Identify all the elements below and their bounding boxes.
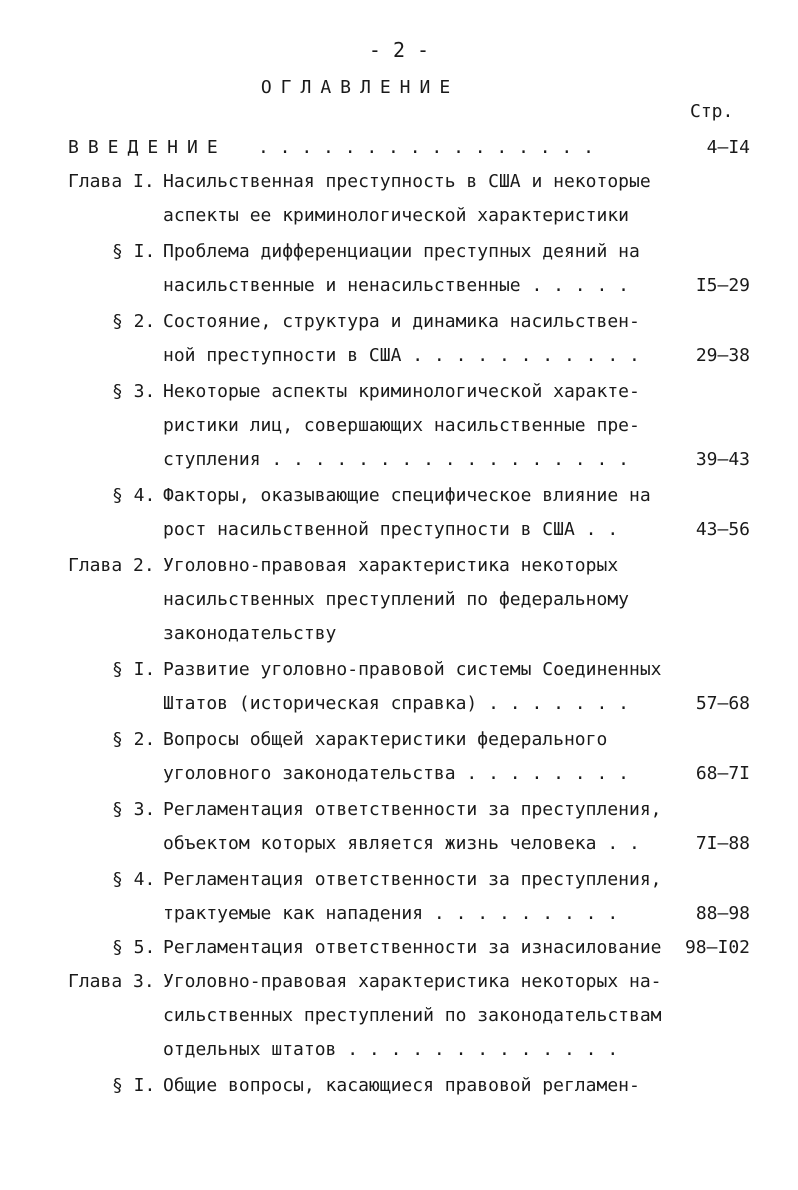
toc-ch1-sec3-title-cont1: ристики лиц, совершающих насильственные пре-	[163, 415, 640, 436]
toc-ch3-sec1-marker: § I.	[112, 1075, 156, 1096]
toc-ch2-sec2-title: Вопросы общей характеристики федерального	[163, 729, 608, 750]
toc-chapter-2-title-cont1: насильственных преступлений по федеральному	[163, 589, 629, 610]
toc-ch2-sec3-pages: 7I–88	[695, 833, 750, 854]
toc-ch2-sec1-title: Развитие уголовно-правовой системы Соединенных	[163, 659, 662, 680]
toc-ch1-sec2-marker: § 2.	[112, 311, 156, 332]
toc-ch2-sec3-marker: § 3.	[112, 799, 156, 820]
toc-ch1-sec4-title-cont: рост насильственной преступности в США . .	[163, 519, 619, 540]
toc-ch1-sec2-pages: 29–38	[695, 345, 750, 366]
toc-ch1-sec1-title: Проблема дифференциации преступных деяний на	[163, 241, 640, 262]
toc-ch2-sec5-pages: 98–I02	[684, 937, 750, 958]
toc-ch2-sec4-title: Регламентация ответственности за преступления,	[163, 869, 662, 890]
toc-ch1-sec3-title-cont2: ступления . . . . . . . . . . . . . . . . .	[163, 449, 629, 470]
toc-ch2-sec3-title: Регламентация ответственности за преступления,	[163, 799, 662, 820]
toc-ch2-sec4-pages: 88–98	[695, 903, 750, 924]
toc-chapter-2-marker: Глава 2.	[68, 555, 155, 576]
toc-ch1-sec3-marker: § 3.	[112, 381, 156, 402]
toc-ch1-sec2-title: Состояние, структура и динамика насильствен-	[163, 311, 640, 332]
page-number: - 2 -	[368, 38, 430, 62]
toc-chapter-1-marker: Глава I.	[68, 171, 155, 192]
toc-intro-leader: . . . . . . . . . . . . . . . .	[258, 137, 594, 158]
toc-ch2-sec5-title: Регламентация ответственности за изнасилование	[163, 937, 662, 958]
toc-ch1-sec3-pages: 39–43	[695, 449, 750, 470]
toc-ch1-sec1-pages: I5–29	[695, 275, 750, 296]
toc-ch1-sec1-marker: § I.	[112, 241, 156, 262]
toc-ch2-sec1-marker: § I.	[112, 659, 156, 680]
toc-ch2-sec1-title-cont: Штатов (историческая справка) . . . . . . .	[163, 693, 629, 714]
toc-ch2-sec4-title-cont: трактуемые как нападения . . . . . . . . .	[163, 903, 619, 924]
toc-chapter-3-title-cont1: сильственных преступлений по законодательствам	[163, 1005, 662, 1026]
toc-ch2-sec1-pages: 57–68	[695, 693, 750, 714]
toc-ch1-sec3-title: Некоторые аспекты криминологической характе-	[163, 381, 640, 402]
toc-ch1-sec2-title-cont: ной преступности в США . . . . . . . . . . .	[163, 345, 640, 366]
toc-ch1-sec4-pages: 43–56	[695, 519, 750, 540]
toc-ch1-sec4-marker: § 4.	[112, 485, 156, 506]
toc-chapter-1-title-cont: аспекты ее криминологической характеристики	[163, 205, 629, 226]
toc-ch2-sec2-title-cont: уголовного законодательства . . . . . . . .	[163, 763, 629, 784]
toc-intro-pages: 4–I4	[706, 137, 750, 158]
page-column-header: Стр.	[690, 101, 734, 122]
toc-ch3-sec1-title: Общие вопросы, касающиеся правовой регламен-	[163, 1075, 640, 1096]
toc-ch2-sec3-title-cont: объектом которых является жизнь человека . .	[163, 833, 640, 854]
toc-ch1-sec1-title-cont: насильственные и ненасильственные . . . . .	[163, 275, 629, 296]
page-title: ОГЛАВЛЕНИЕ	[260, 77, 460, 98]
toc-intro-marker: ВВЕДЕНИЕ	[68, 137, 227, 158]
toc-chapter-1-title: Насильственная преступность в США и некоторые	[163, 171, 651, 192]
toc-ch2-sec2-marker: § 2.	[112, 729, 156, 750]
toc-ch2-sec4-marker: § 4.	[112, 869, 156, 890]
toc-ch2-sec5-marker: § 5.	[112, 937, 156, 958]
toc-chapter-3-title: Уголовно-правовая характеристика некоторых на-	[163, 971, 662, 992]
toc-chapter-3-title-cont2: отдельных штатов . . . . . . . . . . . . .	[163, 1039, 619, 1060]
toc-chapter-3-marker: Глава 3.	[68, 971, 155, 992]
toc-ch1-sec4-title: Факторы, оказывающие специфическое влияние на	[163, 485, 651, 506]
toc-ch2-sec2-pages: 68–7I	[695, 763, 750, 784]
toc-chapter-2-title-cont2: законодательству	[163, 623, 337, 644]
toc-chapter-2-title: Уголовно-правовая характеристика некоторых	[163, 555, 619, 576]
